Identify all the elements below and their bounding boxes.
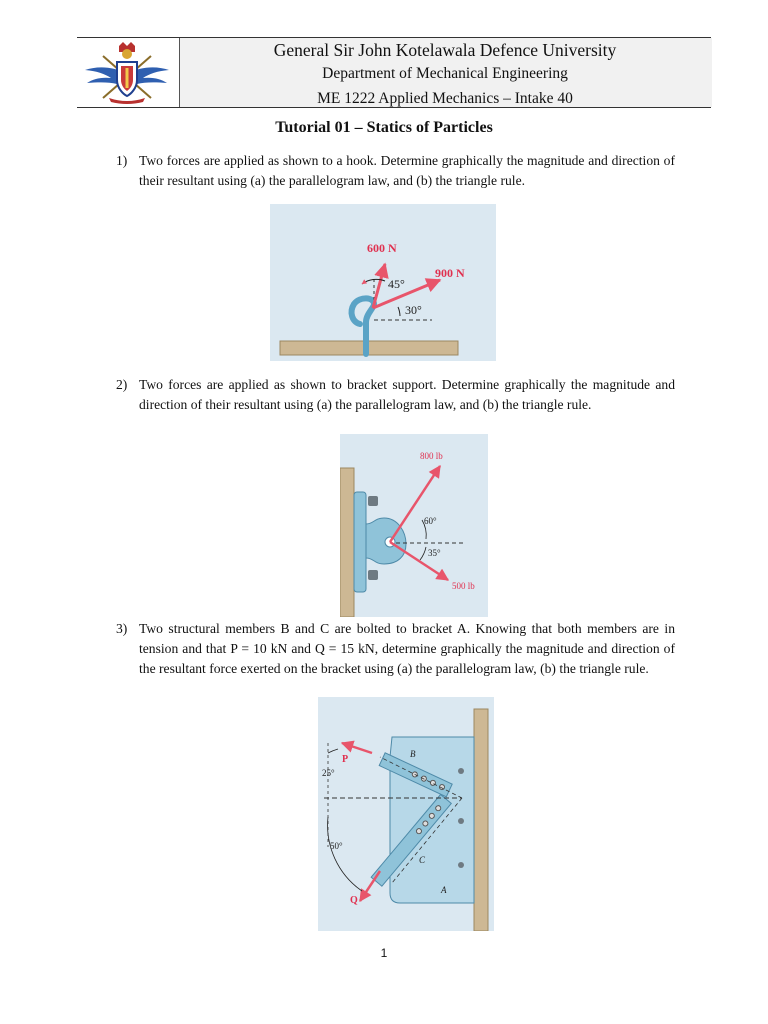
department-name: Department of Mechanical Engineering xyxy=(322,65,568,82)
angle-1-label: 25° xyxy=(322,768,335,778)
member-c-label: C xyxy=(419,855,426,865)
angle-2-label: 30° xyxy=(405,303,422,317)
university-crest-icon xyxy=(83,40,171,104)
university-name: General Sir John Kotelawala Defence University xyxy=(273,40,617,60)
question-3-figure xyxy=(318,697,494,931)
question-3-number: 3) xyxy=(116,621,128,636)
question-2-text: Two forces are applied as shown to bracket support. Determine graphically the magnitude and direction of their resultant using (a) the parallelogram law, and (b) the triangle rule. xyxy=(139,377,675,412)
force-2-label: 900 N xyxy=(435,266,465,280)
course-title: ME 1222 Applied Mechanics – Intake 40 xyxy=(317,90,573,107)
question-2-figure xyxy=(340,434,488,617)
angle-1-label: 45° xyxy=(388,277,405,291)
wall xyxy=(474,709,488,931)
member-b-label: B xyxy=(410,749,416,759)
force-1-label: 600 N xyxy=(367,241,397,255)
question-1-text: Two forces are applied as shown to a hook. Determine graphically the magnitude and direction of their resultant using (a) the parallelogram law, and (b) the triangle rule. xyxy=(139,153,675,188)
question-1-number: 1) xyxy=(116,153,128,168)
force-2-label: 500 lb xyxy=(452,581,475,591)
angle-2-label: 35° xyxy=(428,548,441,558)
force-1-label: 800 lb xyxy=(420,451,443,461)
angle-2-label: 50° xyxy=(330,841,343,851)
force-q-label: Q xyxy=(350,895,358,906)
bracket-plate xyxy=(354,492,366,592)
question-2-number: 2) xyxy=(116,377,128,392)
question-1-figure xyxy=(270,204,496,361)
bracket-a-label: A xyxy=(441,885,447,895)
question-3-text: Two structural members B and C are bolted to bracket A. Knowing that both members are in tension and that P = 10 kN and Q = 15 kN, determine graphically the magnitude and direction of the resultant force exerted on the bracket using (a) the parallelogram law, (b) the triangle rule. xyxy=(139,621,675,676)
wall xyxy=(340,468,354,617)
page-number: 1 xyxy=(380,946,388,960)
angle-1-label: 60° xyxy=(424,516,437,526)
tutorial-title: Tutorial 01 – Statics of Particles xyxy=(275,119,493,136)
figure-background xyxy=(270,204,496,361)
force-p-label: P xyxy=(342,754,349,765)
